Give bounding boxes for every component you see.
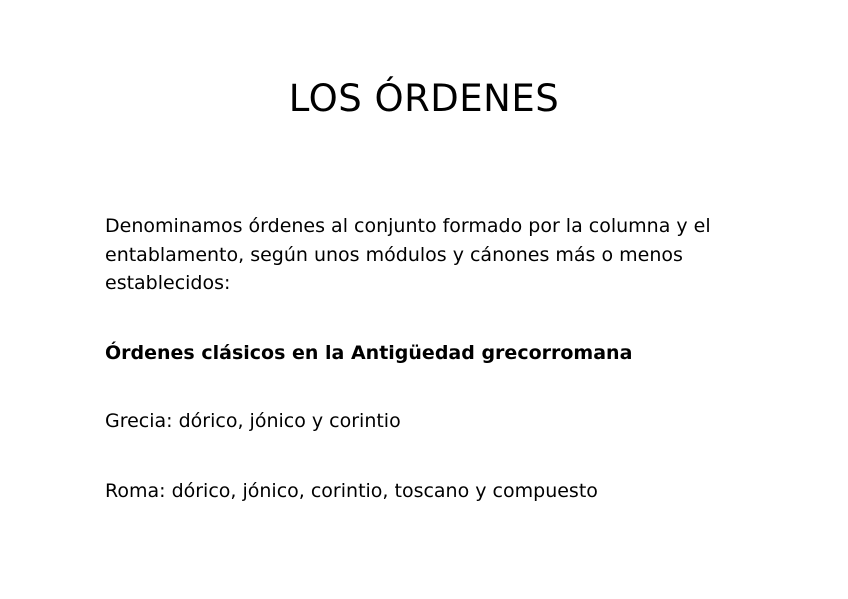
section-heading: Órdenes clásicos en la Antigüedad grecorromana (105, 341, 633, 364)
orders-greece-line: Grecia: dórico, jónico y corintio (105, 410, 401, 432)
slide-body (105, 212, 765, 505)
slide-title: LOS ÓRDENES (288, 77, 560, 120)
orders-rome-line: Roma: dórico, jónico, corintio, toscano y compuesto (105, 479, 598, 502)
intro-paragraph: Denominamos órdenes al conjunto formado por la columna y el entablamento, según unos módulos y cánones más o menos establecidos: (105, 215, 711, 294)
